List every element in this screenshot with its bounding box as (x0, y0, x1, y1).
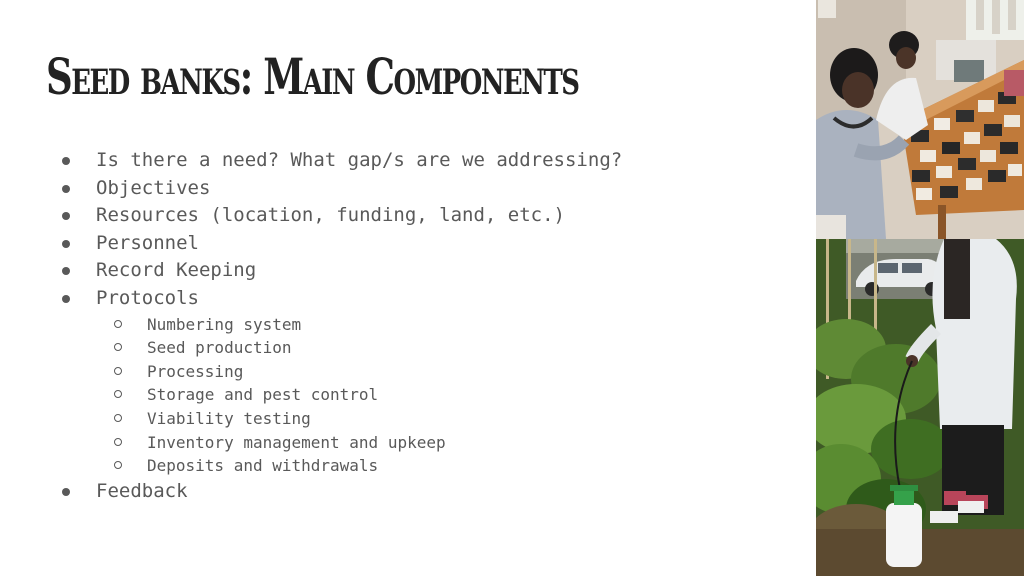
bullet-text: Is there a need? What gap/s are we addressing? (96, 149, 623, 171)
bullet-item (0, 202, 800, 230)
sub-bullet-text: Seed production (147, 338, 292, 358)
bullet-ring-icon (114, 320, 122, 328)
bullet-ring-icon (114, 461, 122, 469)
bullet-dot-icon (62, 267, 70, 275)
sub-bullet-item (0, 360, 800, 384)
bullet-ring-icon (114, 414, 122, 422)
garden-spraying-photo (816, 239, 1024, 576)
bullet-item (0, 478, 800, 506)
bullet-item (0, 230, 800, 258)
bullet-text: Protocols (96, 286, 199, 309)
bullet-ring-icon (114, 343, 122, 351)
garden-spraying-photo-drawing (816, 239, 1024, 576)
sub-bullet-item (0, 383, 800, 407)
bullet-text: Record Keeping (96, 259, 257, 282)
sub-bullet-item (0, 313, 800, 337)
sub-bullet-item (0, 431, 800, 455)
bullet-text: Resources (location, funding, land, etc.) (96, 204, 565, 227)
bullet-dot-icon (62, 240, 70, 248)
sub-bullet-item (0, 407, 800, 431)
sub-bullet-text: Numbering system (147, 314, 302, 334)
bullet-item (0, 257, 800, 285)
bullet-text: Feedback (96, 479, 188, 502)
bullet-text: Objectives (96, 176, 211, 199)
bullet-item (0, 147, 800, 175)
sub-bullet-group (0, 313, 800, 478)
bullet-dot-icon (62, 212, 70, 220)
bullet-text: Personnel (96, 231, 199, 254)
sub-bullet-item (0, 454, 800, 478)
sub-bullet-text: Deposits and withdrawals (147, 456, 379, 476)
bullet-list (0, 147, 800, 505)
sub-bullet-text: Viability testing (147, 408, 311, 428)
slide-title: Seed banks: Main Components (46, 47, 579, 106)
sub-bullet-item (0, 336, 800, 360)
bullet-item (0, 285, 800, 313)
sub-bullet-list (0, 313, 800, 478)
seed-sorting-photo (816, 0, 1024, 239)
seed-sorting-photo-drawing (816, 0, 1024, 239)
bullet-dot-icon (62, 488, 70, 496)
bullet-ring-icon (114, 390, 122, 398)
bullet-dot-icon (62, 185, 70, 193)
sub-bullet-text: Inventory management and upkeep (147, 432, 446, 452)
bullet-ring-icon (114, 438, 122, 446)
bullet-dot-icon (62, 157, 70, 165)
bullet-ring-icon (114, 367, 122, 375)
sub-bullet-text: Processing (147, 361, 244, 381)
bullet-item (0, 175, 800, 203)
bullet-dot-icon (62, 295, 70, 303)
sub-bullet-text: Storage and pest control (147, 385, 379, 405)
